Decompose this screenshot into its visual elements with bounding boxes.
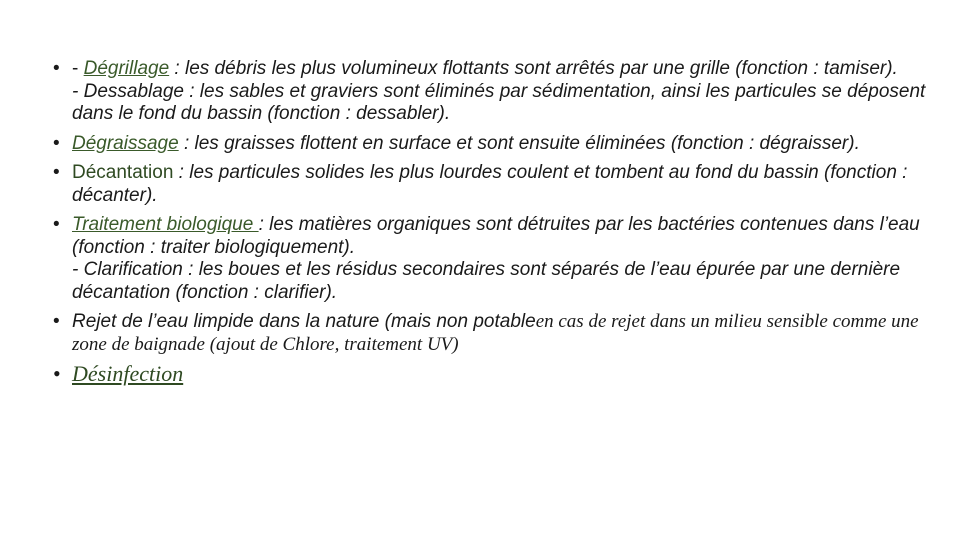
list-item-traitement-biologique — [50, 214, 930, 304]
bullet-text: : les matières organiques sont détruites par les bactéries contenues dans l’eau (fonction : traiter biologiquement). — [72, 214, 920, 258]
bullet-text: : les graisses flottent en surface et sont ensuite éliminées (fonction : dégraisser). — [178, 132, 860, 154]
bullet-text: : les particules solides les plus lourdes coulent et tombent au fond du bassin (fonction : décanter). — [72, 162, 908, 206]
list-item-rejet — [50, 311, 930, 356]
term-degrillage: Dégrillage — [83, 58, 170, 79]
term-traitement-biologique: Traitement biologique — [72, 214, 259, 235]
bullet-prefix: - — [72, 58, 84, 79]
sub-item-clarification: - Clarification : les boues et les résidus secondaires sont séparés de l’eau épurée par une dernière décantation (fonction : clarifier). — [72, 259, 901, 303]
list-item-degrillage — [50, 58, 930, 126]
bullet-dot: • — [53, 214, 60, 235]
list-item-desinfection — [50, 363, 930, 386]
bullet-dot: • — [53, 361, 61, 386]
rejet-text: Rejet de l’eau limpide dans la nature (mais non potable — [72, 311, 536, 332]
bullet-dot: • — [53, 132, 60, 154]
sub-item-dessablage: - Dessablage : les sables et graviers sont éliminés par sédimentation, ainsi les particules se déposent dans le fond du bassin (fonction : dessabler). — [72, 80, 926, 124]
bullet-text: : les débris les plus volumineux flottants sont arrêtés par une grille (fonction : tamiser). — [169, 58, 898, 79]
list-item-degraissage — [50, 133, 930, 156]
term-desinfection: Désinfection — [72, 361, 184, 386]
bullet-dot: • — [53, 162, 60, 183]
rejet-text-serif: en cas de rejet dans un milieu sensible comme une zone de baignade (ajout de Chlore, traitement UV) — [72, 311, 919, 355]
bullet-dot: • — [53, 311, 60, 332]
term-decantation: Décantation — [72, 162, 174, 183]
bullet-list — [50, 58, 930, 393]
bullet-dot: • — [53, 58, 60, 79]
list-item-decantation — [50, 162, 930, 207]
term-degraissage: Dégraissage — [72, 132, 179, 154]
